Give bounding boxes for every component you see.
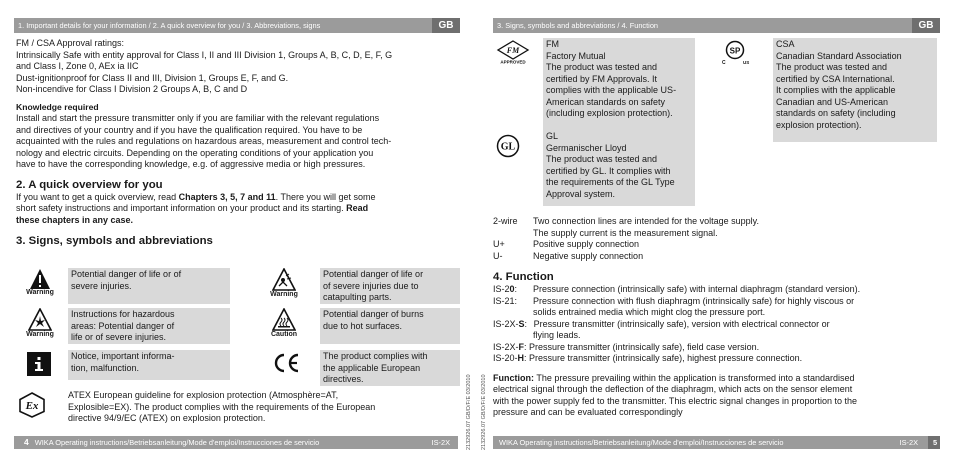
right-page-number: 5: [928, 436, 940, 449]
right-page: [477, 0, 954, 471]
left-page-number: 4: [24, 437, 29, 447]
sign-text-european: The product complies with the applicable European directives.: [320, 350, 460, 386]
left-footer-bar: [14, 436, 458, 449]
svg-text:SP: SP: [729, 46, 741, 56]
info-icon: [27, 352, 51, 376]
knowledge-line: acquainted with the rules and regulations on hazardous areas, measurement and control tech-: [16, 136, 392, 146]
svg-text:US: US: [743, 60, 750, 65]
section2-line: If you want to get a quick overview, read Chapters 3, 5, 7 and 11. There you will get some: [16, 191, 376, 202]
definition-row: U+ Positive supply connection: [493, 239, 640, 249]
right-footer-code: IS-2X: [899, 438, 918, 447]
sign-text-notice: Notice, important informa- tion, malfunction.: [68, 350, 230, 380]
svg-text:FM: FM: [506, 46, 520, 55]
definition-row: U- Negative supply connection: [493, 250, 644, 261]
gl-icon: [493, 134, 523, 160]
approval-title: FM / CSA Approval ratings:: [16, 38, 125, 48]
knowledge-line: have to have the corresponding knowledge, e.g. of aggressive media or high pressures.: [16, 159, 366, 169]
function-row: IS-21: Pressure connection with flush diaphragm (intrinsically safe) for highly viscous or solids entrained media which might clog the pressure port.: [493, 295, 855, 317]
knowledge-line: and directives of your country and if you have the qualification required. You have to be: [16, 124, 363, 135]
svg-text:C: C: [722, 60, 726, 66]
function-row: IS-2X-F: Pressure transmitter (intrinsically safe), field case version.: [493, 341, 760, 352]
svg-text:GL: GL: [500, 141, 516, 153]
right-lang-badge: GB: [912, 18, 940, 33]
function-row: IS-2X-S: Pressure transmitter (intrinsically safe), version with electrical connector or: [493, 318, 830, 329]
ex-atex-icon: [16, 392, 48, 420]
definition-row: 2-wire Two connection lines are intended for the voltage supply. The supply current is the measurement signal.: [493, 216, 759, 238]
approval-line: Dust-ignitionproof for Class II and III, Division 1, Groups E, F, and G.: [16, 72, 289, 83]
section3-heading: 3. Signs, symbols and abbreviations: [16, 235, 213, 247]
knowledge-line: nology and electric circuits. Depending on the operating conditions of your application you: [16, 147, 374, 158]
explosion-warning-icon: Warning: [16, 308, 64, 338]
section4-heading: 4. Function: [493, 271, 554, 283]
section2-line: short safety instructions and important information on your product and its starting. Read: [16, 203, 369, 213]
warning-triangle-icon: [29, 268, 51, 290]
knowledge-heading: Knowledge required: [16, 101, 99, 112]
sign-text-hazardous-areas: Instructions for hazardous areas: Potential danger of life or of severe injuries.: [68, 308, 230, 344]
csa-icon: [717, 40, 753, 68]
right-footer-text: WIKA Operating instructions/Betriebsanleitung/Mode d'emploi/Instrucciones de servicio: [499, 438, 784, 447]
ce-mark-icon: [268, 352, 304, 380]
svg-text:APPROVED: APPROVED: [500, 59, 526, 64]
right-header-title: 3. Signs, symbols and abbreviations / 4. Function: [497, 21, 659, 30]
function-description: Function: The pressure prevailing within the application is transformed into a standardised electrical signal through the deflection of the diaphragm, which acts on the sensor element with the power supply fed to the transmitter. This electric signal changes in proportion to the pressure and can be evaluated correspondingly: [493, 372, 858, 417]
warning-icon: Warning: [16, 268, 64, 296]
hot-surface-caution-icon: Caution: [258, 308, 310, 338]
section2-line: these chapters in any case.: [16, 214, 134, 225]
section2-heading: 2. A quick overview for you: [16, 178, 163, 191]
sign-text-burns: Potential danger of burns due to hot surfaces.: [320, 308, 460, 344]
csa-description: CSA Canadian Standard Association The product was tested and certified by CSA International. It complies with the applicable Canadian and US-American standards on safety (including explosion protection).: [773, 38, 937, 142]
left-header-title: 1. Important details for your information / 2. A quick overview for you / 3. Abbreviations, signs: [18, 21, 321, 30]
approval-line: Intrinsically Safe with entity approval for Class I, II and III Division 1, Groups A, B, C, D, E, F, G: [16, 49, 393, 60]
sign-text-danger: Potential danger of life or of severe injuries.: [68, 268, 230, 304]
fm-description: FM Factory Mutual The product was tested and certified by FM Approvals. It complies with the applicable US- American standards on safety (including explosion protection).: [543, 38, 695, 130]
sign-text-catapult: Potential danger of life or of severe injuries due to catapulting parts.: [320, 268, 460, 304]
function-row: IS-20-H: Pressure transmitter (intrinsically safe), highest pressure connection.: [493, 353, 803, 363]
left-side-code: 2132926.07 GB/D/F/E 03/2010: [466, 374, 472, 450]
right-side-code: 2132926.07 GB/D/F/E 03/2010: [481, 374, 487, 450]
right-footer-bar: [493, 436, 940, 449]
right-header-bar: [493, 18, 940, 33]
svg-text:Ex: Ex: [25, 400, 39, 412]
knowledge-line: Install and start the pressure transmitter only if you are familiar with the relevant regulations: [16, 113, 380, 123]
atex-description: ATEX European guideline for explosion protection (Atmosphère=AT, Explosible=EX). The product complies with the requirements of the European directive 94/9/EC (ATEX) on explosion protection.: [68, 390, 376, 423]
catapult-warning-icon: Warning: [258, 268, 310, 298]
function-row: IS-20: Pressure connection (intrinsically safe) with internal diaphragm (standard version).: [493, 284, 861, 294]
gl-description: GL Germanischer Lloyd The product was tested and certified by GL. It complies with the requirements of the GL Type Approval system.: [543, 130, 695, 206]
approval-line: and Class I, Zone 0, AEx ia IIC: [16, 61, 139, 71]
function-row-continued: flying leads.: [533, 330, 581, 340]
fm-approved-icon: [493, 40, 533, 66]
left-body: [16, 38, 464, 248]
left-footer-code: IS-2X: [431, 438, 450, 447]
left-footer-text: WIKA Operating instructions/Betriebsanleitung/Mode d'emploi/Instrucciones de servicio: [34, 438, 320, 447]
left-lang-badge: GB: [432, 18, 460, 33]
left-header-bar: [14, 18, 460, 33]
abbreviation-list: [493, 216, 941, 419]
approval-line: Non-incendive for Class I Division 2 Groups A, B, C and D: [16, 84, 248, 94]
